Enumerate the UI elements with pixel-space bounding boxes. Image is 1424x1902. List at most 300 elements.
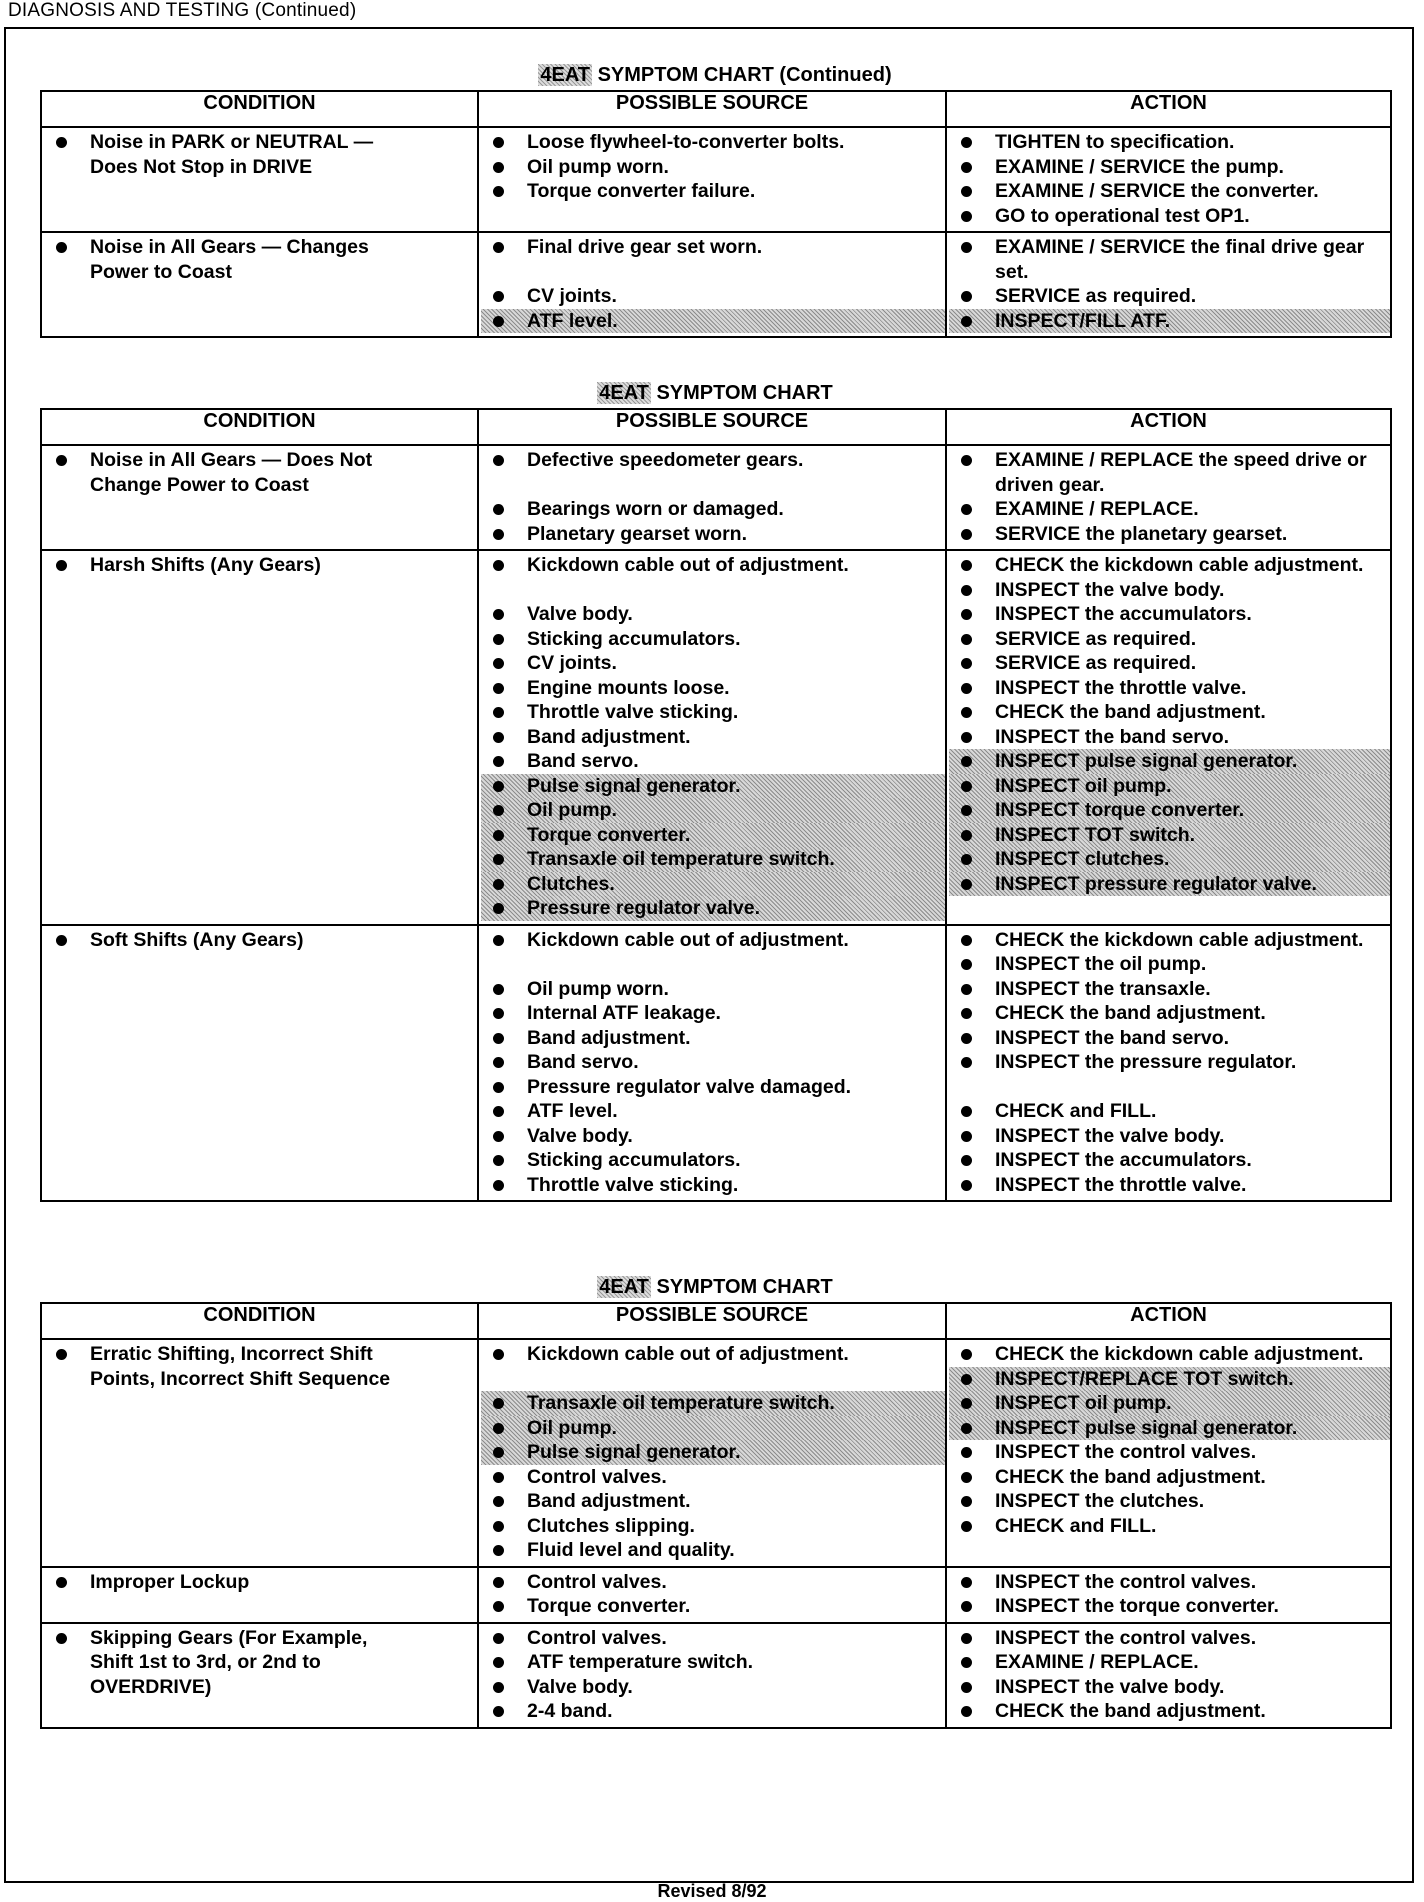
- bullet-icon: [961, 1521, 972, 1532]
- bullet-icon: [493, 756, 504, 767]
- item-text: Internal ATF leakage.: [527, 1002, 721, 1024]
- bullet-icon: [961, 1374, 972, 1385]
- item-text: Erratic Shifting, Incorrect Shift: [90, 1343, 373, 1365]
- list-item: [485, 725, 941, 750]
- source-header: POSSIBLE SOURCE: [478, 1303, 946, 1339]
- bullet-icon: [961, 756, 972, 767]
- item-text: INSPECT/FILL ATF.: [995, 309, 1171, 332]
- action-cell: [946, 1623, 1391, 1728]
- bullet-icon: [493, 529, 504, 540]
- item-text: Pulse signal generator.: [527, 1441, 741, 1463]
- item-text: Soft Shifts (Any Gears): [90, 928, 304, 951]
- item-text: Oil pump.: [527, 799, 617, 821]
- table-row: [41, 127, 1391, 232]
- item-text: Noise in All Gears — Does Not: [90, 449, 373, 471]
- bullet-icon: [961, 634, 972, 645]
- action-cell: [946, 445, 1391, 550]
- bullet-icon: [493, 242, 504, 253]
- bullet-icon: [493, 1577, 504, 1588]
- condition-header: CONDITION: [41, 1303, 478, 1339]
- list-item: [953, 1650, 1386, 1675]
- item-text: Transaxle oil temperature switch.: [527, 1392, 835, 1414]
- bullet-icon: [493, 1033, 504, 1044]
- bullet-icon: [961, 186, 972, 197]
- list-item: [953, 676, 1386, 701]
- list-item: [949, 872, 1390, 897]
- list-item: [953, 1099, 1386, 1124]
- bullet-icon: [493, 291, 504, 302]
- list-item: [953, 204, 1386, 229]
- item-text: Torque converter failure.: [527, 180, 756, 202]
- action-header: ACTION: [946, 409, 1391, 445]
- item-text: CV joints.: [527, 652, 617, 674]
- bullet-icon: [961, 781, 972, 792]
- item-text: Oil pump worn.: [527, 155, 669, 178]
- item-text: Fluid level and quality.: [527, 1539, 735, 1561]
- list-item: [949, 1391, 1390, 1416]
- bullet-icon: [961, 1682, 972, 1693]
- item-text: Pressure regulator valve.: [527, 897, 761, 919]
- list-item: [481, 309, 945, 334]
- action-header: ACTION: [946, 91, 1391, 127]
- list-item: [485, 1099, 941, 1124]
- item-text: Pressure regulator valve damaged.: [527, 1075, 852, 1098]
- bullet-icon: [493, 609, 504, 620]
- bullet-icon: [493, 1131, 504, 1142]
- bullet-icon: [961, 504, 972, 515]
- item-text: GO to operational test OP1.: [995, 204, 1250, 227]
- action-cell: [946, 550, 1391, 925]
- item-text: Valve body.: [527, 1675, 633, 1698]
- bullet-icon: [961, 1706, 972, 1717]
- list-item: [485, 1538, 941, 1563]
- bullet-icon: [493, 984, 504, 995]
- item-text: Harsh Shifts (Any Gears): [90, 554, 321, 576]
- item-text: ATF level.: [527, 1100, 618, 1122]
- bullet-icon: [961, 1033, 972, 1044]
- item-text: CHECK and FILL.: [995, 1100, 1157, 1122]
- list-item: [485, 553, 941, 578]
- bullet-icon: [961, 1657, 972, 1668]
- list-item: [481, 1391, 945, 1416]
- list-item: [949, 823, 1390, 848]
- list-item: [481, 1416, 945, 1441]
- bullet-icon: [961, 316, 972, 327]
- list-item: [953, 1514, 1386, 1539]
- list-item: [953, 1148, 1386, 1173]
- condition-cell: [41, 232, 478, 337]
- bullet-icon: [493, 560, 504, 571]
- bullet-icon: [961, 1398, 972, 1409]
- bullet-icon: [493, 1472, 504, 1483]
- item-text: Throttle valve sticking.: [527, 701, 739, 723]
- bullet-icon: [961, 854, 972, 865]
- item-text: OVERDRIVE): [90, 1675, 212, 1698]
- list-item: [953, 1342, 1386, 1367]
- list-item: [485, 700, 941, 725]
- list-item: [481, 847, 945, 872]
- item-text: Torque converter.: [527, 1595, 691, 1617]
- item-text: Change Power to Coast: [90, 473, 309, 496]
- bullet-icon: [493, 137, 504, 148]
- table-row: [41, 925, 1391, 1202]
- list-item: [485, 1699, 941, 1724]
- bullet-icon: [961, 162, 972, 173]
- bullet-icon: [493, 186, 504, 197]
- bullet-icon: [961, 830, 972, 841]
- item-text: INSPECT the control valves.: [995, 1570, 1257, 1593]
- chart-title: [40, 1272, 1390, 1302]
- bullet-icon: [961, 1472, 972, 1483]
- action-cell: [946, 232, 1391, 337]
- item-text: CHECK the kickdown cable adjustment.: [995, 554, 1364, 576]
- bullet-icon: [493, 935, 504, 946]
- list-item: [48, 1342, 473, 1391]
- item-text: CHECK the band adjustment.: [995, 701, 1266, 723]
- item-text: ATF level.: [527, 309, 618, 332]
- bullet-icon: [493, 658, 504, 669]
- item-text: INSPECT the oil pump.: [995, 953, 1207, 975]
- item-text: Sticking accumulators.: [527, 627, 741, 650]
- item-text: CHECK the kickdown cable adjustment.: [995, 928, 1364, 951]
- item-text: INSPECT the transaxle.: [995, 977, 1211, 1000]
- item-text: Clutches.: [527, 872, 615, 895]
- item-text: Sticking accumulators.: [527, 1149, 741, 1171]
- item-text: EXAMINE / REPLACE the speed drive or driven gear.: [995, 449, 1367, 496]
- item-text: Improper Lockup: [90, 1570, 250, 1593]
- item-text: Bearings worn or damaged.: [527, 498, 784, 520]
- list-item: [953, 651, 1386, 676]
- list-item: [949, 309, 1390, 334]
- source-cell: [478, 445, 946, 550]
- list-item: [953, 235, 1386, 284]
- item-text: INSPECT the control valves.: [995, 1626, 1257, 1649]
- bullet-icon: [961, 455, 972, 466]
- list-item: [485, 1173, 941, 1198]
- bullet-icon: [493, 781, 504, 792]
- item-text: INSPECT the throttle valve.: [995, 676, 1247, 699]
- item-text: INSPECT the valve body.: [995, 578, 1225, 601]
- list-item: [485, 602, 941, 627]
- item-text: CHECK and FILL.: [995, 1514, 1157, 1537]
- chart-code: 4EAT: [599, 1276, 649, 1298]
- list-item: [481, 872, 945, 897]
- action-cell: [946, 1567, 1391, 1623]
- list-item: [953, 627, 1386, 652]
- bullet-icon: [56, 1577, 67, 1588]
- item-text: Control valves.: [527, 1626, 667, 1649]
- list-item: [485, 179, 941, 204]
- source-cell: [478, 1623, 946, 1728]
- list-item: [485, 627, 941, 652]
- bullet-icon: [961, 1633, 972, 1644]
- list-item: [485, 1626, 941, 1651]
- item-text: CHECK the band adjustment.: [995, 1002, 1266, 1024]
- bullet-icon: [961, 1180, 972, 1191]
- list-item: [953, 1699, 1386, 1724]
- list-item: [953, 1465, 1386, 1490]
- list-item: [953, 1675, 1386, 1700]
- item-text: INSPECT the band servo.: [995, 725, 1230, 748]
- item-text: INSPECT pressure regulator valve.: [995, 872, 1317, 895]
- item-text: TIGHTEN to specification.: [995, 131, 1235, 153]
- item-text: INSPECT the valve body.: [995, 1675, 1225, 1698]
- list-item: [953, 448, 1386, 497]
- item-text: Control valves.: [527, 1570, 667, 1593]
- list-item: [48, 235, 473, 284]
- table-row: [41, 232, 1391, 337]
- bullet-icon: [493, 854, 504, 865]
- list-item: [485, 676, 941, 701]
- item-text: INSPECT pulse signal generator.: [995, 750, 1298, 772]
- item-text: Band servo.: [527, 1051, 639, 1073]
- list-item: [485, 1514, 941, 1539]
- source-cell: [478, 550, 946, 925]
- bullet-icon: [56, 242, 67, 253]
- item-text: Band servo.: [527, 750, 639, 772]
- bullet-icon: [493, 683, 504, 694]
- list-item: [485, 448, 941, 473]
- list-item: [481, 823, 945, 848]
- action-cell: [946, 127, 1391, 232]
- bullet-icon: [961, 291, 972, 302]
- item-text: Oil pump worn.: [527, 977, 669, 1000]
- list-item: [485, 1342, 941, 1367]
- bullet-icon: [961, 1008, 972, 1019]
- bullet-icon: [961, 879, 972, 890]
- item-text: INSPECT the valve body.: [995, 1124, 1225, 1147]
- list-item: [48, 130, 473, 179]
- bullet-icon: [961, 529, 972, 540]
- list-item: [485, 1050, 941, 1075]
- bullet-icon: [493, 1633, 504, 1644]
- item-text: 2-4 band.: [527, 1700, 613, 1722]
- bullet-icon: [961, 1447, 972, 1458]
- chart-title-text: SYMPTOM CHART: [650, 382, 833, 404]
- item-text: Final drive gear set worn.: [527, 236, 763, 258]
- list-item: [485, 1675, 941, 1700]
- item-text: EXAMINE / REPLACE.: [995, 1651, 1199, 1673]
- list-item: [953, 977, 1386, 1002]
- item-text: Clutches slipping.: [527, 1514, 695, 1537]
- source-cell: [478, 232, 946, 337]
- list-item: [953, 1489, 1386, 1514]
- bullet-icon: [493, 504, 504, 515]
- item-text: CV joints.: [527, 285, 617, 307]
- list-item: [953, 1570, 1386, 1595]
- item-text: Skipping Gears (For Example,: [90, 1626, 368, 1649]
- list-item: [485, 1570, 941, 1595]
- bullet-icon: [961, 560, 972, 571]
- symptom-table: [40, 1302, 1392, 1729]
- bullet-icon: [961, 1423, 972, 1434]
- source-header: POSSIBLE SOURCE: [478, 91, 946, 127]
- bullet-icon: [493, 879, 504, 890]
- bullet-icon: [493, 1545, 504, 1556]
- list-item: [485, 1124, 941, 1149]
- item-text: SERVICE as required.: [995, 652, 1197, 674]
- list-item: [485, 1001, 941, 1026]
- list-item: [48, 928, 473, 953]
- bullet-icon: [493, 1423, 504, 1434]
- list-item: [953, 553, 1386, 578]
- item-text: INSPECT TOT switch.: [995, 823, 1196, 846]
- list-item: [48, 1626, 473, 1700]
- item-text: CHECK the band adjustment.: [995, 1700, 1266, 1722]
- list-item: [953, 602, 1386, 627]
- item-text: Kickdown cable out of adjustment.: [527, 1343, 849, 1365]
- bullet-icon: [493, 1155, 504, 1166]
- list-item: [953, 497, 1386, 522]
- item-text: SERVICE the planetary gearset.: [995, 522, 1288, 545]
- chart-code: 4EAT: [540, 64, 591, 86]
- condition-cell: [41, 550, 478, 925]
- item-text: SERVICE as required.: [995, 627, 1197, 650]
- list-item: [485, 1075, 941, 1100]
- bullet-icon: [493, 1657, 504, 1668]
- bullet-icon: [961, 707, 972, 718]
- item-text: INSPECT the band servo.: [995, 1026, 1230, 1049]
- bullet-icon: [493, 1008, 504, 1019]
- item-text: INSPECT oil pump.: [995, 1392, 1172, 1414]
- list-item: [953, 284, 1386, 309]
- item-text: EXAMINE / SERVICE the final drive gear set.: [995, 236, 1365, 283]
- bullet-icon: [961, 1057, 972, 1068]
- condition-cell: [41, 127, 478, 232]
- list-item: [949, 749, 1390, 774]
- symptom-chart: [40, 378, 1390, 1202]
- bullet-icon: [961, 984, 972, 995]
- condition-cell: [41, 925, 478, 1202]
- list-item: [481, 798, 945, 823]
- list-item: [953, 1594, 1386, 1619]
- item-text: Defective speedometer gears.: [527, 449, 804, 471]
- bullet-icon: [961, 1131, 972, 1142]
- item-text: Noise in All Gears — Changes: [90, 236, 369, 258]
- item-text: Transaxle oil temperature switch.: [527, 848, 835, 870]
- list-item: [953, 578, 1386, 603]
- bullet-icon: [493, 634, 504, 645]
- table-row: [41, 1623, 1391, 1728]
- bullet-icon: [56, 1349, 67, 1360]
- symptom-table: [40, 90, 1392, 338]
- item-text: INSPECT pulse signal generator.: [995, 1416, 1298, 1439]
- bullet-icon: [493, 830, 504, 841]
- list-item: [949, 847, 1390, 872]
- list-item: [953, 952, 1386, 977]
- bullet-icon: [493, 732, 504, 743]
- list-item: [949, 1367, 1390, 1392]
- bullet-icon: [961, 1496, 972, 1507]
- list-item: [485, 1465, 941, 1490]
- bullet-icon: [493, 1398, 504, 1409]
- item-text: Loose flywheel-to-converter bolts.: [527, 131, 845, 153]
- bullet-icon: [961, 805, 972, 816]
- bullet-icon: [493, 1682, 504, 1693]
- bullet-icon: [493, 1521, 504, 1532]
- list-item: [953, 1050, 1386, 1075]
- chart-title-text: SYMPTOM CHART: [650, 1276, 833, 1298]
- chart-title-text: SYMPTOM CHART (Continued): [592, 64, 892, 86]
- list-item: [485, 651, 941, 676]
- bullet-icon: [961, 683, 972, 694]
- item-text: Engine mounts loose.: [527, 676, 730, 699]
- symptom-table: [40, 408, 1392, 1202]
- list-item: [953, 1626, 1386, 1651]
- list-item: [953, 130, 1386, 155]
- item-text: INSPECT clutches.: [995, 848, 1170, 870]
- bullet-icon: [56, 455, 67, 466]
- source-cell: [478, 127, 946, 232]
- item-text: INSPECT the throttle valve.: [995, 1173, 1247, 1196]
- bullet-icon: [961, 935, 972, 946]
- list-item: [485, 130, 941, 155]
- item-text: ATF temperature switch.: [527, 1651, 754, 1673]
- list-item: [481, 896, 945, 921]
- item-text: Kickdown cable out of adjustment.: [527, 554, 849, 576]
- bullet-icon: [493, 707, 504, 718]
- list-item: [953, 1026, 1386, 1051]
- source-cell: [478, 925, 946, 1202]
- item-text: Throttle valve sticking.: [527, 1173, 739, 1196]
- bullet-icon: [961, 1601, 972, 1612]
- list-item: [953, 928, 1386, 953]
- item-text: EXAMINE / SERVICE the converter.: [995, 180, 1319, 202]
- action-cell: [946, 1339, 1391, 1567]
- item-text: INSPECT the pressure regulator.: [995, 1051, 1297, 1073]
- bullet-icon: [961, 1155, 972, 1166]
- list-item: [481, 1440, 945, 1465]
- condition-cell: [41, 1567, 478, 1623]
- item-text: Points, Incorrect Shift Sequence: [90, 1367, 391, 1390]
- bullet-icon: [56, 137, 67, 148]
- list-item: [48, 448, 473, 497]
- item-text: INSPECT the clutches.: [995, 1490, 1205, 1512]
- item-text: Planetary gearset worn.: [527, 522, 748, 545]
- condition-cell: [41, 1339, 478, 1567]
- bullet-icon: [961, 585, 972, 596]
- list-item: [485, 1489, 941, 1514]
- condition-header: CONDITION: [41, 91, 478, 127]
- item-text: Pulse signal generator.: [527, 774, 741, 797]
- bullet-icon: [493, 903, 504, 914]
- item-text: EXAMINE / REPLACE.: [995, 498, 1199, 520]
- source-cell: [478, 1339, 946, 1567]
- chart-title: [40, 378, 1390, 408]
- item-text: Noise in PARK or NEUTRAL —: [90, 131, 374, 153]
- bullet-icon: [961, 1349, 972, 1360]
- item-text: Kickdown cable out of adjustment.: [527, 928, 849, 951]
- item-text: EXAMINE / SERVICE the pump.: [995, 155, 1284, 178]
- bullet-icon: [493, 1496, 504, 1507]
- page-header: DIAGNOSIS AND TESTING (Continued): [8, 0, 357, 21]
- list-item: [485, 1148, 941, 1173]
- item-text: INSPECT the control valves.: [995, 1441, 1257, 1463]
- list-item: [953, 1173, 1386, 1198]
- list-item: [485, 155, 941, 180]
- source-header: POSSIBLE SOURCE: [478, 409, 946, 445]
- bullet-icon: [493, 1180, 504, 1191]
- bullet-icon: [493, 1057, 504, 1068]
- list-item: [949, 798, 1390, 823]
- source-cell: [478, 1567, 946, 1623]
- list-item: [949, 774, 1390, 799]
- item-text: Band adjustment.: [527, 725, 691, 748]
- item-text: CHECK the band adjustment.: [995, 1465, 1266, 1488]
- bullet-icon: [56, 560, 67, 571]
- action-header: ACTION: [946, 1303, 1391, 1339]
- symptom-chart: [40, 1272, 1390, 1729]
